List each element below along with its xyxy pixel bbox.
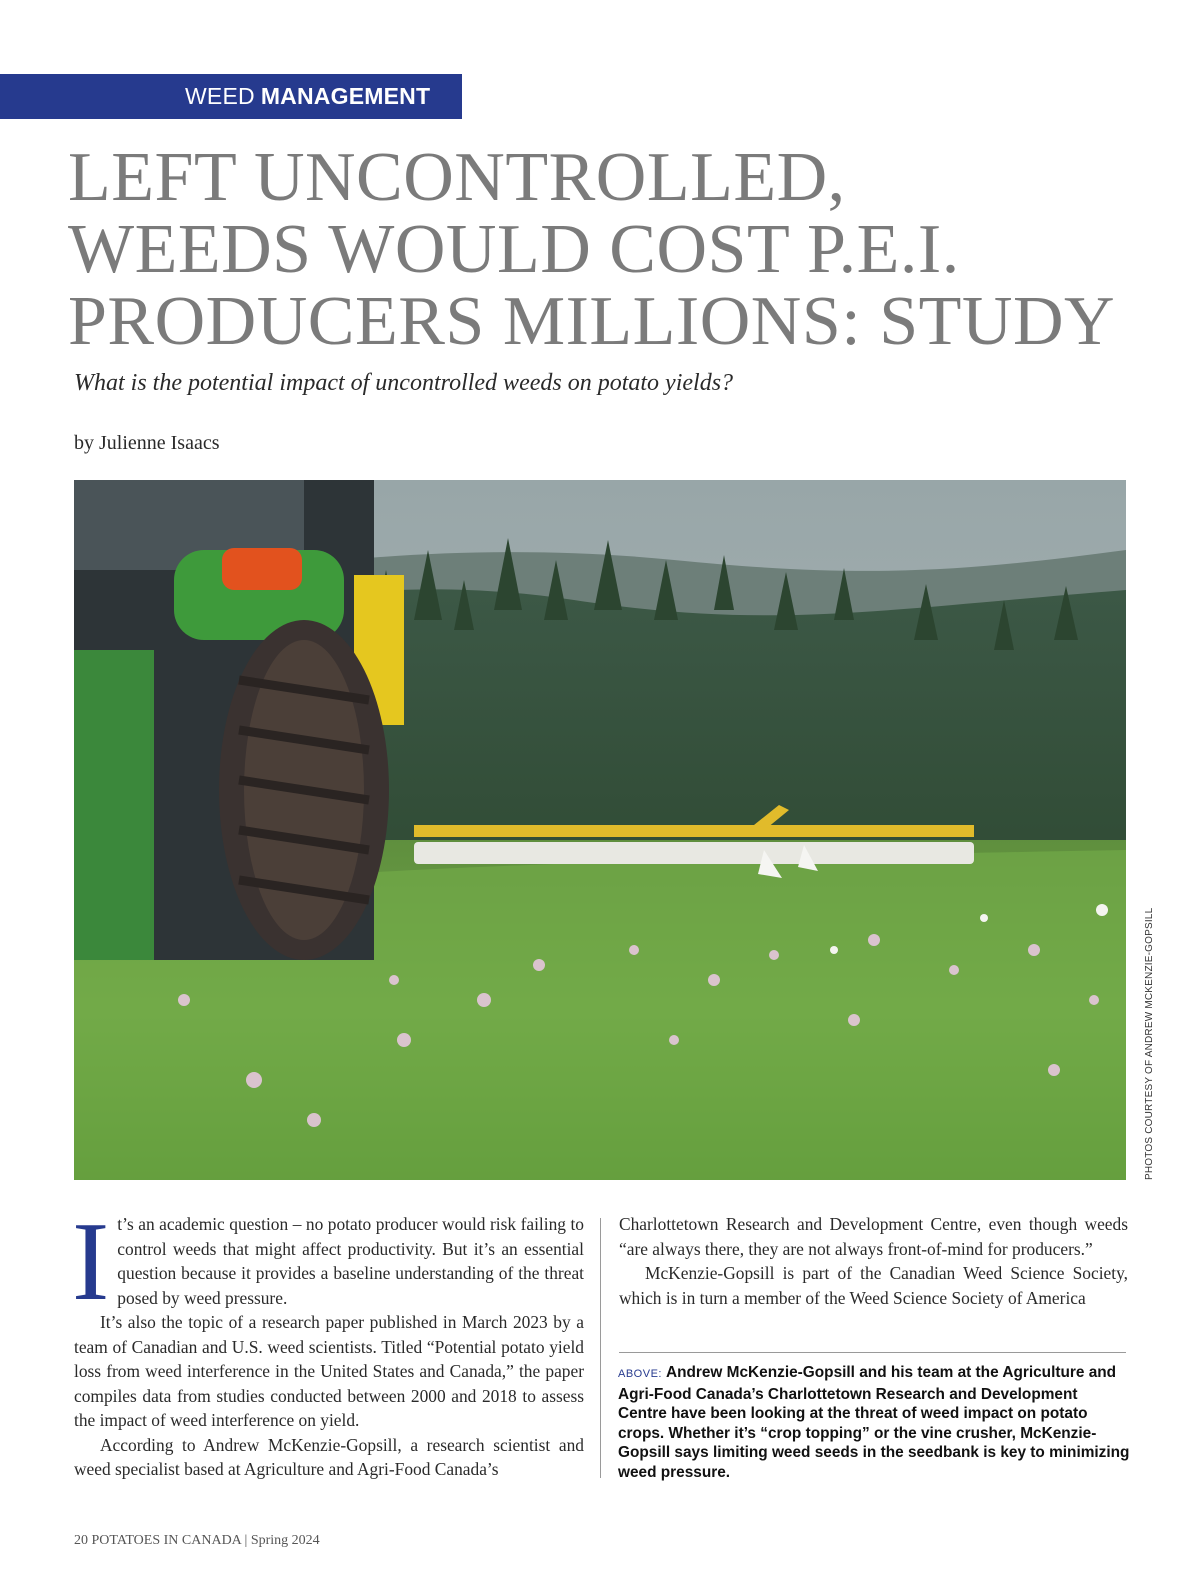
dropcap: I (72, 1200, 110, 1324)
paragraph-1-text: t’s an academic question – no potato producer would risk failing to control weeds that might affect productivity. But it’s an essential question because it provides a baseline understanding of the threat posed by weed pressure. (117, 1214, 584, 1308)
feature-photo (74, 480, 1126, 1180)
caption-label: ABOVE: (618, 1368, 662, 1380)
paragraph-3: According to Andrew McKenzie-Gopsill, a research scientist and weed specialist based at Agriculture and Agri-Food Canada’s (74, 1434, 584, 1479)
paragraph-4: Charlottetown Research and Development Centre, even though weeds “are always there, they are not always front-of-mind for producers.” (619, 1214, 1128, 1259)
photo-credit: PHOTOS COURTESY OF ANDREW MCKENZIE-GOPSILL (1144, 907, 1155, 1180)
headline (68, 139, 1178, 360)
headline-line-1: LEFT UNCONTROLLED, (68, 139, 846, 216)
paragraph-1 (72, 1200, 584, 1324)
byline: by Julienne Isaacs (74, 432, 220, 454)
photo-caption (618, 1363, 1130, 1483)
paragraph-5: McKenzie-Gopsill is part of the Canadian Weed Science Society, which is in turn a member of the Weed Science Society of America (619, 1263, 1128, 1308)
column-divider (600, 1218, 601, 1478)
section-label-management: MANAGEMENT (260, 83, 431, 109)
headline-line-2: WEEDS WOULD COST P.E.I. (68, 211, 960, 288)
section-label-weed: WEED (185, 83, 255, 109)
caption-rule (619, 1352, 1126, 1353)
deck-subtitle: What is the potential impact of uncontrolled weeds on potato yields? (74, 370, 734, 396)
headline-line-3: PRODUCERS MILLIONS: STUDY (68, 283, 1116, 360)
page-folio: 20 POTATOES IN CANADA | Spring 2024 (74, 1533, 320, 1548)
caption-text: Andrew McKenzie-Gopsill and his team at the Agriculture and Agri-Food Canada’s Charlottetown Research and Development Centre have been looking at the threat of weed impact on potato crops. Whether it’s “crop topping” or the vine crusher, McKenzie-Gopsill says limiting weed seeds in the seedbank is key to minimizing weed pressure. (618, 1364, 1130, 1481)
body-column-right (619, 1212, 1128, 1310)
section-banner (0, 74, 462, 119)
body-column-left (72, 1200, 584, 1482)
tractor-potato-field-image (74, 480, 1126, 1180)
paragraph-2: It’s also the topic of a research paper published in March 2023 by a team of Canadian and U.S. weed scientists. Titled “Potential potato yield loss from weed interference in the United States and Canada,” the paper compiles data from studies conducted between 2000 and 2018 to assess the impact of weed interference on yield. (74, 1312, 584, 1430)
